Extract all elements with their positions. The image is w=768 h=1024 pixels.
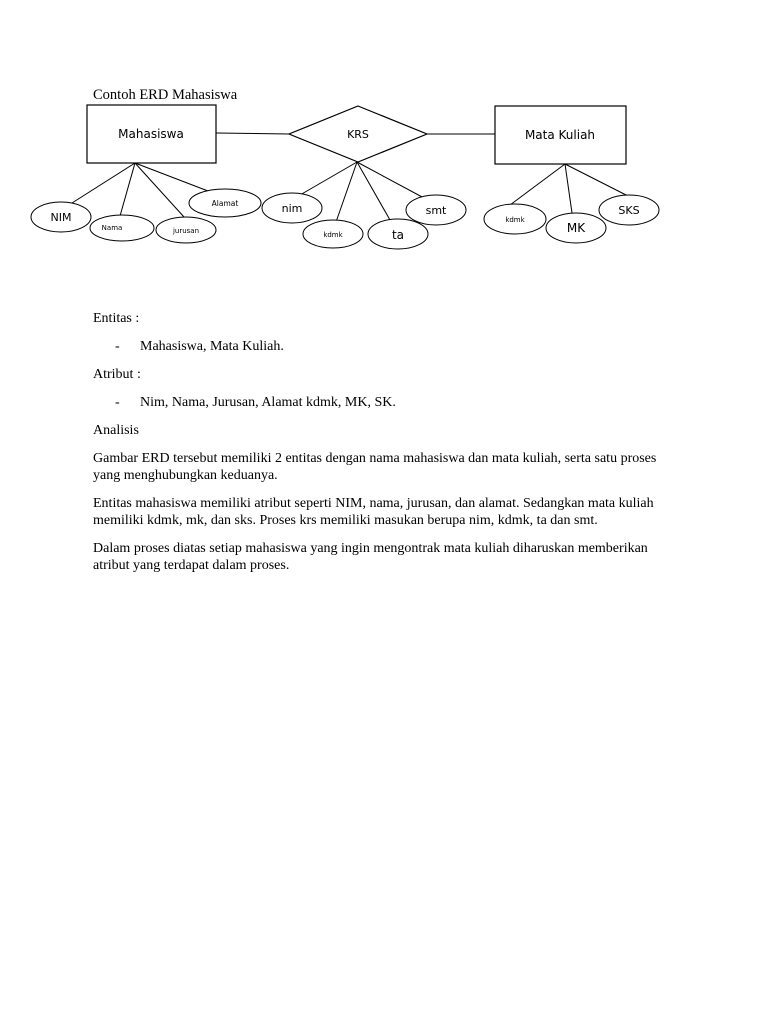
analisis-heading: Analisis bbox=[93, 423, 139, 438]
document-title: Contoh ERD Mahasiswa bbox=[93, 87, 238, 103]
attribute-sks-label: SKS bbox=[618, 204, 640, 217]
line-krs-kdmk bbox=[336, 162, 357, 222]
bullet-dash: - bbox=[115, 395, 120, 410]
line-krs-nim bbox=[300, 162, 357, 195]
attribute-mk-label: MK bbox=[566, 221, 586, 235]
erd-diagram bbox=[0, 0, 768, 260]
analysis-paragraph-1: Gambar ERD tersebut memiliki 2 entitas dengan nama mahasiswa dan mata kuliah, serta satu proses yang menghubungkan keduanya. bbox=[93, 451, 657, 483]
line-matakuliah-kdmk bbox=[510, 164, 565, 205]
line-mahasiswa-krs bbox=[216, 133, 289, 134]
document-body bbox=[93, 310, 683, 585]
atribut-heading: Atribut : bbox=[93, 367, 141, 382]
entity-mahasiswa-label: Mahasiswa bbox=[118, 127, 184, 141]
atribut-list-item bbox=[93, 394, 683, 411]
attribute-ta-label: ta bbox=[391, 228, 405, 242]
entitas-list-item bbox=[93, 338, 683, 355]
attribute-nim-upper-label: NIM bbox=[50, 211, 72, 224]
entity-matakuliah-label: Mata Kuliah bbox=[524, 128, 596, 142]
atribut-item-text: Nim, Nama, Jurusan, Alamat kdmk, MK, SK. bbox=[140, 395, 396, 410]
bullet-dash: - bbox=[115, 339, 120, 354]
attribute-alamat-label: Alamat bbox=[211, 199, 239, 208]
attribute-jurusan-label: jurusan bbox=[172, 227, 200, 235]
entitas-heading: Entitas : bbox=[93, 311, 140, 326]
line-matakuliah-mk bbox=[565, 164, 572, 213]
line-mahasiswa-alamat bbox=[135, 163, 208, 191]
line-matakuliah-sks bbox=[565, 164, 630, 197]
analysis-paragraph-2: Entitas mahasiswa memiliki atribut seperti NIM, nama, jurusan, dan alamat. Sedangkan mata kuliah memiliki kdmk, mk, dan sks. Proses krs memiliki masukan berupa nim, kdmk, ta dan smt. bbox=[93, 496, 654, 528]
relationship-krs-label: KRS bbox=[347, 128, 369, 141]
attribute-nama-label: Nama bbox=[101, 224, 123, 232]
attribute-kdmk-mk-label: kdmk bbox=[505, 216, 525, 224]
attribute-smt-label: smt bbox=[425, 204, 447, 217]
attribute-kdmk-krs-label: kdmk bbox=[323, 231, 343, 239]
attribute-nim-lower-label: nim bbox=[281, 202, 303, 215]
line-mahasiswa-jurusan bbox=[135, 163, 184, 217]
entitas-item-text: Mahasiswa, Mata Kuliah. bbox=[140, 339, 284, 354]
analysis-paragraph-3: Dalam proses diatas setiap mahasiswa yang ingin mengontrak mata kuliah diharuskan memberikan atribut yang terdapat dalam proses. bbox=[93, 541, 648, 573]
